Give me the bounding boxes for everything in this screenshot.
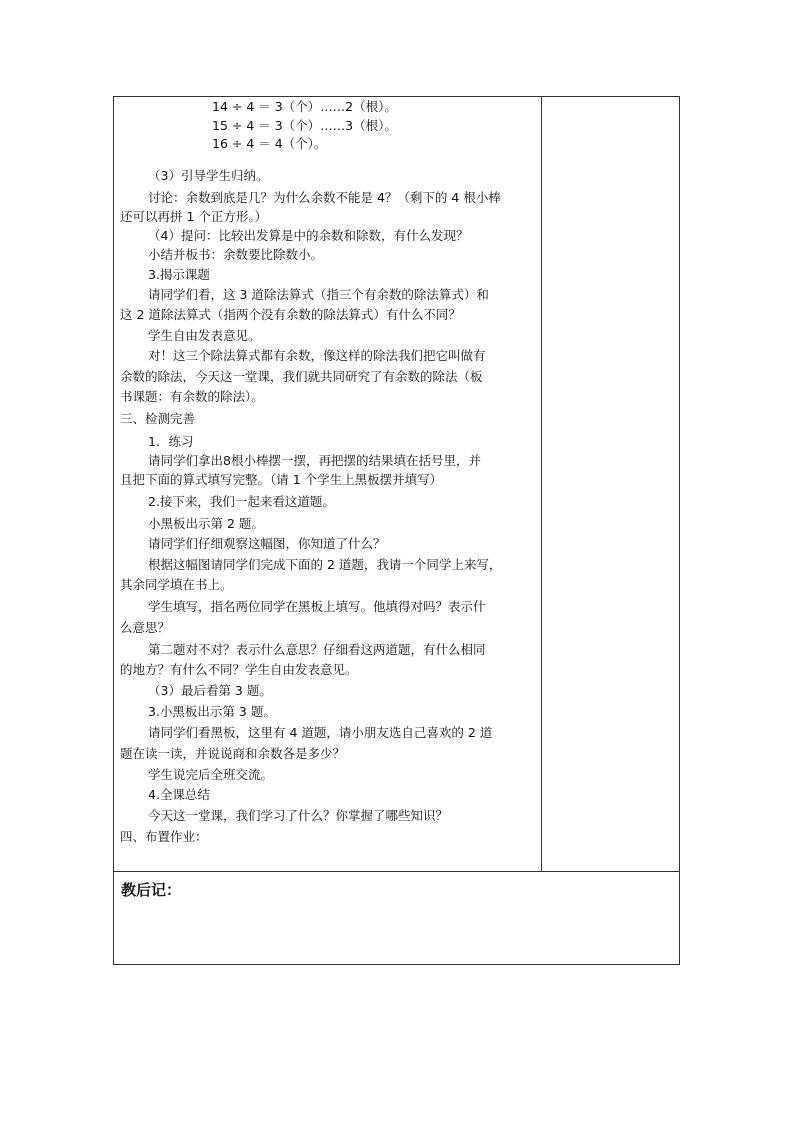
text-line: 根据这幅图请同学们完成下面的 2 道题，我请一个同学上来写， [148, 557, 502, 572]
text-line: 书课题：有余数的除法）。 [120, 389, 264, 404]
text-line: 请同学们拿出8根小棒摆一摆，再把摆的结果填在括号里，并 [148, 453, 481, 468]
text-line: 这 2 道除法算式（指两个没有余数的除法算式）有什么不同？ [120, 307, 461, 322]
text-line: （3）最后看第 3 题。 [148, 683, 272, 698]
row-divider [114, 871, 679, 872]
text-line: 学生自由发表意见。 [148, 328, 261, 343]
text-line: 今天这一堂课，我们学习了什么？你掌握了哪些知识？ [148, 808, 449, 823]
text-line: 学生填写，指名两位同学在黑板上填写。他填得对吗？表示什 [148, 599, 486, 614]
text-line: 题在读一读，并说说商和余数各是多少？ [120, 746, 346, 761]
equation-line: 14 ÷ 4 ＝ 3（个）……2（根）。 [212, 99, 397, 114]
text-line: 3.小黑板出示第 3 题。 [148, 704, 276, 719]
equation-line: 15 ÷ 4 ＝ 3（个）……3（根）。 [212, 118, 397, 133]
equation-line: 16 ÷ 4 ＝ 4（个）。 [212, 136, 327, 151]
reflection-label: 教后记： [121, 881, 182, 899]
text-line: 且把下面的算式填写完整。（请 1 个学生上黑板摆并填写） [120, 472, 443, 487]
column-divider [541, 97, 542, 871]
section-heading: 3.揭示课题 [148, 267, 210, 282]
text-line: 讨论：余数到底是几？为什么余数不能是 4？（剩下的 4 根小棒 [148, 190, 501, 205]
text-line: 对！这三个除法算式都有余数，像这样的除法我们把它叫做有 [148, 348, 486, 363]
text-line: 第二题对不对？表示什么意思？仔细看这两道题，有什么相同 [148, 642, 486, 657]
text-line: 请同学们看黑板，这里有 4 道题，请小朋友选自己喜欢的 2 道 [148, 725, 493, 740]
text-line: 么意思？ [120, 620, 171, 635]
text-line: 的地方？有什么不同？学生自由发表意见。 [120, 662, 358, 677]
text-line: 小结并板书：余数要比除数小。 [148, 247, 324, 262]
section-heading: 4.全课总结 [148, 787, 210, 802]
text-line: 余数的除法，今天这一堂课，我们就共同研究了有余数的除法（板 [120, 369, 483, 384]
text-line: （4）提问：比较出发算是中的余数和除数，有什么发现？ [148, 228, 469, 243]
section-heading: 三、检测完善 [120, 411, 196, 426]
text-line: （3）引导学生归纳。 [148, 168, 269, 183]
text-line: 请同学们看，这 3 道除法算式（指三个有余数的除法算式）和 [148, 287, 489, 302]
text-line: 还可以再拼 1 个正方形。） [120, 209, 268, 224]
section-heading: 四、布置作业： [120, 829, 208, 844]
text-line: 学生说完后全班交流。 [148, 767, 274, 782]
text-line: 请同学们仔细观察这幅图，你知道了什么？ [148, 536, 386, 551]
text-line: 其余同学填在书上。 [120, 577, 233, 592]
text-line: 2.接下来，我们一起来看这道题。 [148, 494, 335, 509]
section-heading: 1．练习 [148, 434, 194, 449]
text-line: 小黑板出示第 2 题。 [148, 516, 264, 531]
lesson-plan-table [113, 96, 680, 965]
